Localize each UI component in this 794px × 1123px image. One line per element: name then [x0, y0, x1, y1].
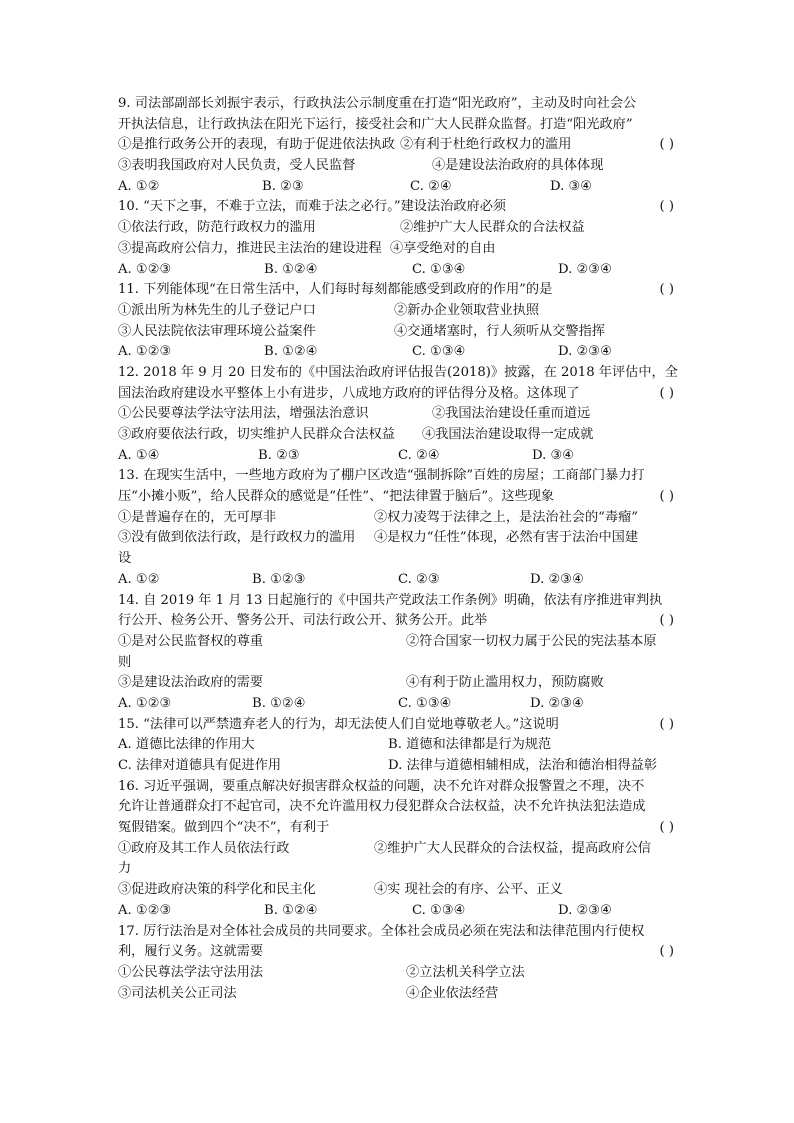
q10-choice-c: C. ①③④ — [412, 261, 466, 277]
q11-choice-c: C. ①③④ — [412, 344, 466, 360]
q14-option-2-wrap — [118, 653, 678, 674]
q16-option-1: ①政府及其工作人员依法行政 — [118, 840, 290, 856]
q15-choices-row-2 — [118, 756, 678, 777]
q14-choices — [118, 694, 678, 715]
q14-choice-d: D. ②③④ — [530, 695, 584, 711]
q17-options-row-2 — [118, 984, 678, 1005]
q10-answer-blank: ( ) — [659, 199, 674, 215]
q9-answer-blank: ( ) — [659, 137, 674, 153]
q9-choice-c: C. ②④ — [410, 178, 452, 194]
q13-option-4-wrap — [118, 549, 678, 570]
q12-option-1: ①公民要尊法学法守法用法，增强法治意识 — [118, 406, 369, 422]
q11-choice-a: A. ①②③ — [118, 344, 172, 360]
q16-option-3: ③促进政府决策的科学化和民主化 — [118, 882, 316, 898]
q14-option-2-continued: 则 — [118, 654, 132, 670]
q16-choice-d: D. ②③④ — [558, 902, 612, 918]
q10-option-2: ②维护广大人民群众的合法权益 — [400, 220, 585, 236]
q11-option-1: ①派出所为林先生的儿子登记户口 — [118, 302, 316, 318]
q9-choice-d: D. ③④ — [550, 178, 593, 194]
q10-choice-b: B. ①②④ — [264, 261, 318, 277]
q15-choice-c: C. 法律对道德具有促进作用 — [118, 758, 282, 773]
q11-stem-1: 11. 下列能体现“在日常生活中，人们每时每刻都能感受到政府的作用”的是 — [118, 282, 553, 298]
q13-option-2: ②权力凌驾于法律之上，是法治社会的“毒瘤” — [374, 509, 639, 525]
q13-choices — [118, 570, 678, 591]
q14-choice-c: C. ①③④ — [398, 695, 452, 711]
q10-option-4: ④享受绝对的自由 — [390, 240, 496, 256]
q16-stem-line-3 — [118, 818, 678, 839]
q9-option-3: ③表明我国政府对人民负责，受人民监督 — [118, 158, 356, 174]
q17-option-2: ②立法机关科学立法 — [406, 964, 525, 980]
q13-choice-a: A. ①② — [118, 571, 160, 587]
q14-stem-line-2 — [118, 611, 678, 632]
q16-options-row-1 — [118, 839, 678, 860]
q15-choice-b: B. 道德和法律都是行为规范 — [388, 737, 552, 753]
q12-choices — [118, 446, 678, 467]
q9-option-2: ②有利于杜绝行政权力的滥用 — [400, 137, 572, 153]
q17-option-4: ④企业依法经营 — [406, 985, 499, 1001]
q13-options-row-2 — [118, 528, 678, 549]
q14-choice-a: A. ①②③ — [118, 695, 172, 711]
q13-option-3: ③没有做到依法行政，是行政权力的滥用 — [118, 530, 356, 546]
q13-stem-1: 13. 在现实生活中，一些地方政府为了棚户区改造“强制拆除”百姓的房屋；工商部门暴力打 — [118, 468, 645, 484]
q9-choice-a: A. ①② — [118, 178, 160, 194]
q11-options-row-1 — [118, 301, 678, 322]
q9-option-4: ④是建设法治政府的具体体现 — [432, 158, 604, 174]
q13-options-row-1 — [118, 508, 678, 529]
q16-option-2: ②维护广大人民群众的合法权益，提高政府公信 — [374, 840, 651, 856]
q12-stem-2: 国法治政府建设水平整体上小有进步，八成地方政府的评估得分及格。这体现了 — [118, 385, 580, 401]
q12-stem-1: 12. 2018 年 9 月 20 日发布的《中国法治政府评估报告(2018)》披露，在 2018 年评估中，全 — [118, 364, 678, 380]
q14-option-3: ③是建设法治政府的需要 — [118, 675, 264, 691]
q17-option-3: ③司法机关公正司法 — [118, 985, 237, 1001]
q15-choice-d: D. 法律与道德相辅相成，法治和德治相得益彰 — [388, 758, 658, 773]
q9-stem-1: 9. 司法部副部长刘振宇表示，行政执法公示制度重在打造“阳光政府”，主动及时向社会公 — [118, 96, 637, 111]
q17-stem-2: 利，履行义务。这就需要 — [118, 944, 264, 960]
q12-answer-blank: ( ) — [659, 385, 674, 401]
q11-stem-line-1 — [118, 280, 678, 301]
q9-stem-line-1 — [118, 94, 678, 115]
q14-option-4: ④有利于防止滥用权力，预防腐败 — [406, 675, 604, 691]
q12-option-3: ③政府要依法行政，切实维护人民群众合法权益 — [118, 427, 395, 442]
q14-option-1: ①是对公民监督权的尊重 — [118, 633, 264, 649]
q16-options-row-2 — [118, 880, 678, 901]
q17-options-row-1 — [118, 963, 678, 984]
q14-stem-2: 行公开、检务公开、警务公开、司法行政公开、狱务公开。此举 — [118, 613, 488, 629]
q9-choice-b: B. ②③ — [262, 178, 304, 194]
q10-stem-1: 10. “天下之事，不难于立法，而难于法之必行。”建设法治政府必须 — [118, 199, 507, 215]
q10-choice-d: D. ②③④ — [558, 261, 612, 277]
q11-choices — [118, 342, 678, 363]
q13-option-1: ①是普遍存在的，无可厚非 — [118, 509, 277, 525]
exam-page — [118, 94, 678, 1004]
q11-options-row-2 — [118, 322, 678, 343]
q10-stem-line-1 — [118, 197, 678, 218]
q16-stem-2: 允许让普通群众打不起官司，决不允许滥用权力侵犯群众合法权益，决不允许执法犯法造成 — [118, 799, 646, 815]
q13-option-4-continued: 设 — [118, 551, 132, 567]
q12-choice-a: A. ①④ — [118, 447, 160, 463]
q14-options-row-1 — [118, 632, 678, 653]
q16-stem-line-1 — [118, 777, 678, 798]
q10-choice-a: A. ①②③ — [118, 261, 172, 277]
q13-stem-line-1 — [118, 466, 678, 487]
q17-stem-line-2 — [118, 942, 678, 963]
q16-choice-b: B. ①②④ — [264, 902, 318, 918]
q12-options-row-1 — [118, 404, 678, 425]
q12-option-2: ②我国法治建设任重而道远 — [432, 406, 591, 422]
q17-stem-1: 17. 厉行法治是对全体社会成员的共同要求。全体社会成员必须在宪法和法律范围内行使权 — [118, 923, 645, 939]
q12-stem-line-1 — [118, 363, 678, 384]
q16-option-2-continued: 力 — [118, 861, 132, 877]
q13-stem-2: 压“小摊小贩”，给人民群众的感觉是“任性”、“把法律置于脑后”。这些现象 — [118, 489, 555, 505]
q9-choices — [118, 177, 678, 198]
q12-options-row-2 — [118, 425, 678, 446]
q16-choice-c: C. ①③④ — [412, 902, 466, 918]
q12-option-4: ④我国法治建设取得一定成就 — [422, 427, 594, 442]
q9-stem-2: 开执法信息，让行政执法在阳光下运行，接受社会和广大人民群众监督。打造“阳光政府” — [118, 116, 633, 132]
q16-option-4: ④实 现社会的有序、公平、正义 — [374, 882, 563, 898]
q16-answer-blank: ( ) — [659, 820, 674, 836]
q17-answer-blank: ( ) — [659, 944, 674, 960]
q9-stem-line-2 — [118, 115, 678, 136]
q14-answer-blank: ( ) — [659, 613, 674, 629]
q10-options-row-1 — [118, 218, 678, 239]
q12-choice-d: D. ③④ — [532, 447, 575, 463]
q14-choice-b: B. ①②④ — [252, 695, 306, 711]
q13-choice-d: D. ②③④ — [530, 571, 584, 587]
q12-stem-line-2 — [118, 384, 678, 405]
q11-option-4: ④交通堵塞时，行人须听从交警指挥 — [394, 323, 605, 339]
q13-stem-line-2 — [118, 487, 678, 508]
q16-stem-line-2 — [118, 797, 678, 818]
q16-stem-3: 冤假错案。做到四个“决不”，有利于 — [118, 820, 330, 836]
q16-stem-1: 16. 习近平强调，要重点解决好损害群众权益的问题，决不允许对群众报警置之不理，决不 — [118, 778, 645, 794]
q17-stem-line-1 — [118, 922, 678, 943]
q12-choice-b: B. ②③ — [258, 447, 300, 463]
q10-options-row-2 — [118, 239, 678, 260]
q14-options-row-2 — [118, 673, 678, 694]
q13-choice-c: C. ②③ — [398, 571, 440, 587]
q15-stem-line-1 — [118, 715, 678, 736]
q15-choices-row-1 — [118, 735, 678, 756]
q13-option-4: ④是权力“任性”体现，必然有害于法治中国建 — [374, 530, 639, 546]
q10-option-3: ③提高政府公信力，推进民主法治的建设进程 — [118, 240, 382, 256]
q10-option-1: ①依法行政，防范行政权力的滥用 — [118, 220, 316, 236]
q11-option-3: ③人民法院依法审理环境公益案件 — [118, 323, 316, 339]
q14-stem-1: 14. 自 2019 年 1 月 13 日起施行的《中国共产党政法工作条例》明确，依法有序推进审判执 — [118, 592, 663, 608]
q16-choice-a: A. ①②③ — [118, 902, 172, 918]
q9-options-row-1 — [118, 135, 678, 156]
q15-stem-1: 15. “法律可以严禁遗弃老人的行为，却无法使人们自觉地尊敬老人。”这说明 — [118, 716, 559, 732]
q11-choice-d: D. ②③④ — [558, 344, 612, 360]
q9-options-row-2 — [118, 156, 678, 177]
q15-choice-a: A. 道德比法律的作用大 — [118, 737, 255, 753]
q11-answer-blank: ( ) — [659, 282, 674, 298]
q15-answer-blank: ( ) — [659, 716, 674, 732]
q17-option-1: ①公民尊法学法守法用法 — [118, 964, 264, 980]
q13-answer-blank: ( ) — [659, 489, 674, 505]
q12-choice-c: C. ②④ — [398, 447, 440, 463]
q10-choices — [118, 260, 678, 281]
q13-choice-b: B. ①②③ — [252, 571, 306, 587]
q11-option-2: ②新办企业领取营业执照 — [394, 302, 540, 318]
q14-option-2: ②符合国家一切权力属于公民的宪法基本原 — [406, 633, 657, 649]
q16-option-2-wrap — [118, 859, 678, 880]
q16-choices — [118, 901, 678, 922]
q11-choice-b: B. ①②④ — [264, 344, 318, 360]
q14-stem-line-1 — [118, 591, 678, 612]
q9-option-1: ①是推行政务公开的表现，有助于促进依法执政 — [118, 137, 395, 153]
